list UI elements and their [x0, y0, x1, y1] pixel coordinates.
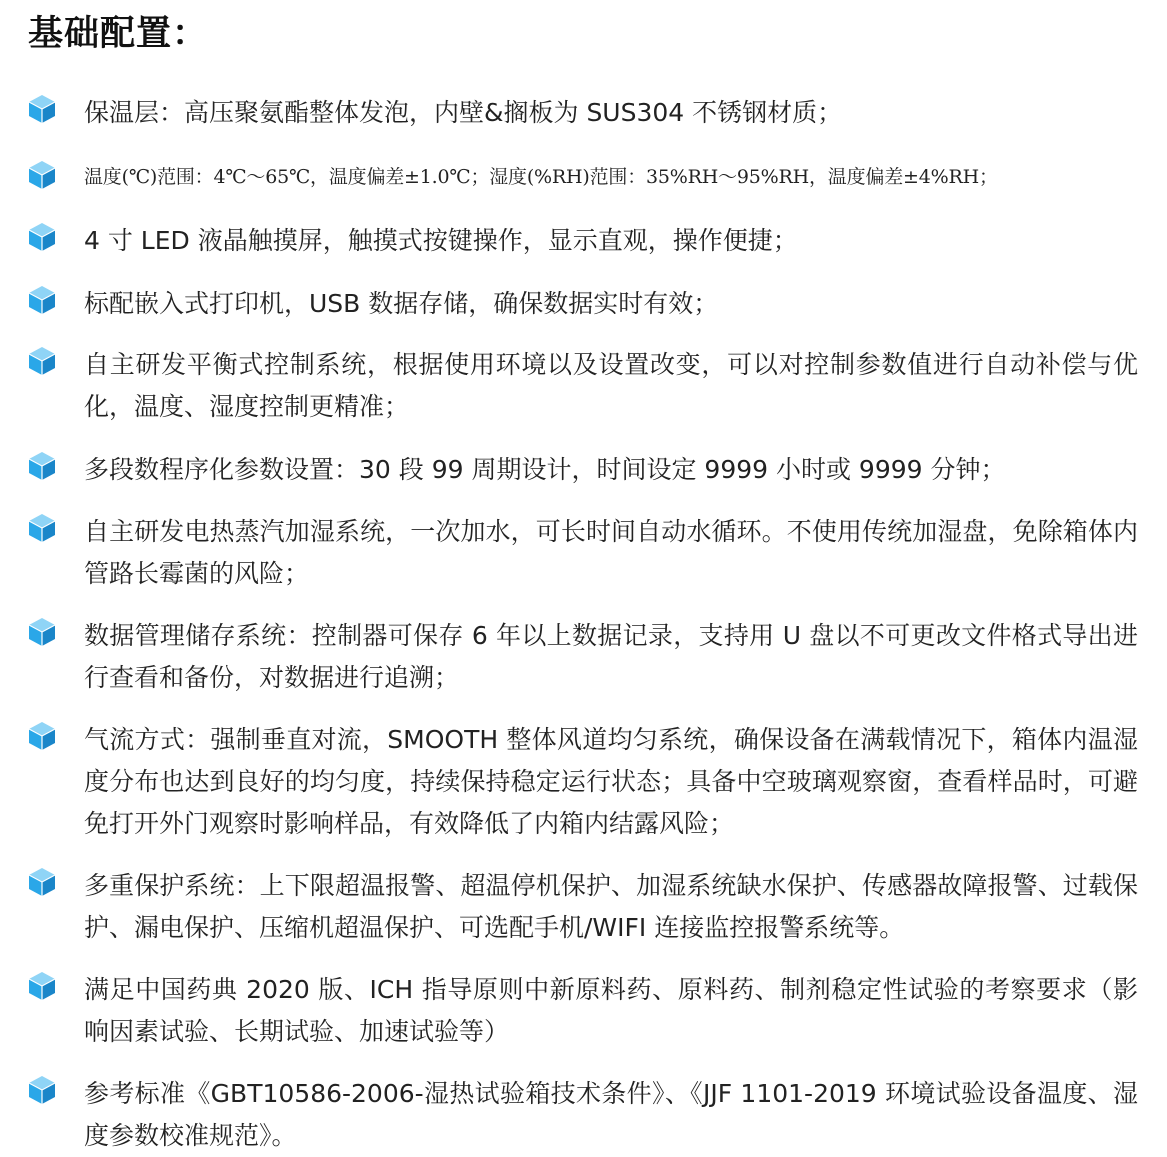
cube-icon — [28, 451, 56, 481]
cube-icon — [28, 971, 56, 1001]
cube-icon — [28, 721, 56, 751]
page-title: 基础配置： — [28, 14, 209, 54]
list-item-text: 数据管理储存系统：控制器可保存 6 年以上数据记录，支持用 U 盘以不可更改文件格式导出进行查看和备份，对数据进行追溯； — [84, 621, 1138, 692]
cube-icon — [28, 222, 56, 252]
list-item-text: 保温层：高压聚氨酯整体发泡，内壁&搁板为 SUS304 不锈钢材质； — [84, 98, 843, 127]
cube-icon — [28, 346, 56, 376]
cube-icon — [28, 94, 56, 124]
cube-icon — [28, 617, 56, 647]
list-item-text: 满足中国药典 2020 版、ICH 指导原则中新原料药、原料药、制剂稳定性试验的考察要求（影响因素试验、长期试验、加速试验等） — [84, 975, 1138, 1046]
cube-icon — [28, 285, 56, 315]
list-item-text: 多重保护系统：上下限超温报警、超温停机保护、加湿系统缺水保护、传感器故障报警、过载保护、漏电保护、压缩机超温保护、可选配手机/WIFI 连接监控报警系统等。 — [84, 871, 1138, 942]
cube-icon — [28, 867, 56, 897]
list-item-text: 参考标准《GBT10586-2006-湿热试验箱技术条件》、《JJF 1101-2019 环境试验设备温度、湿度参数校准规范》。 — [84, 1079, 1138, 1150]
cube-icon — [28, 160, 56, 190]
cube-icon — [28, 1075, 56, 1105]
list-item-text: 气流方式：强制垂直对流，SMOOTH 整体风道均匀系统，确保设备在满载情况下，箱体内温湿度分布也达到良好的均匀度，持续保持稳定运行状态；具备中空玻璃观察窗，查看样品时，可避免打开外门观察时影响样品，有效降低了内箱内结露风险； — [84, 725, 1138, 838]
list-item-text: 自主研发电热蒸汽加湿系统，一次加水，可长时间自动水循环。不使用传统加湿盘，免除箱体内管路长霉菌的风险； — [84, 517, 1138, 588]
list-item-text: 标配嵌入式打印机，USB 数据存储，确保数据实时有效； — [84, 289, 719, 318]
list-item-text: 多段数程序化参数设置：30 段 99 周期设计，时间设定 9999 小时或 9999 分钟； — [84, 455, 1006, 484]
list-item-text: 4 寸 LED 液晶触摸屏，触摸式按键操作，显示直观，操作便捷； — [84, 226, 798, 255]
list-item-text: 自主研发平衡式控制系统，根据使用环境以及设置改变，可以对控制参数值进行自动补偿与优化，温度、湿度控制更精准； — [84, 350, 1138, 421]
list-item-text: 温度(℃)范围：4℃～65℃，温度偏差±1.0℃；湿度(%RH)范围：35%RH～95%RH，温度偏差±4%RH； — [84, 166, 998, 188]
cube-icon — [28, 513, 56, 543]
